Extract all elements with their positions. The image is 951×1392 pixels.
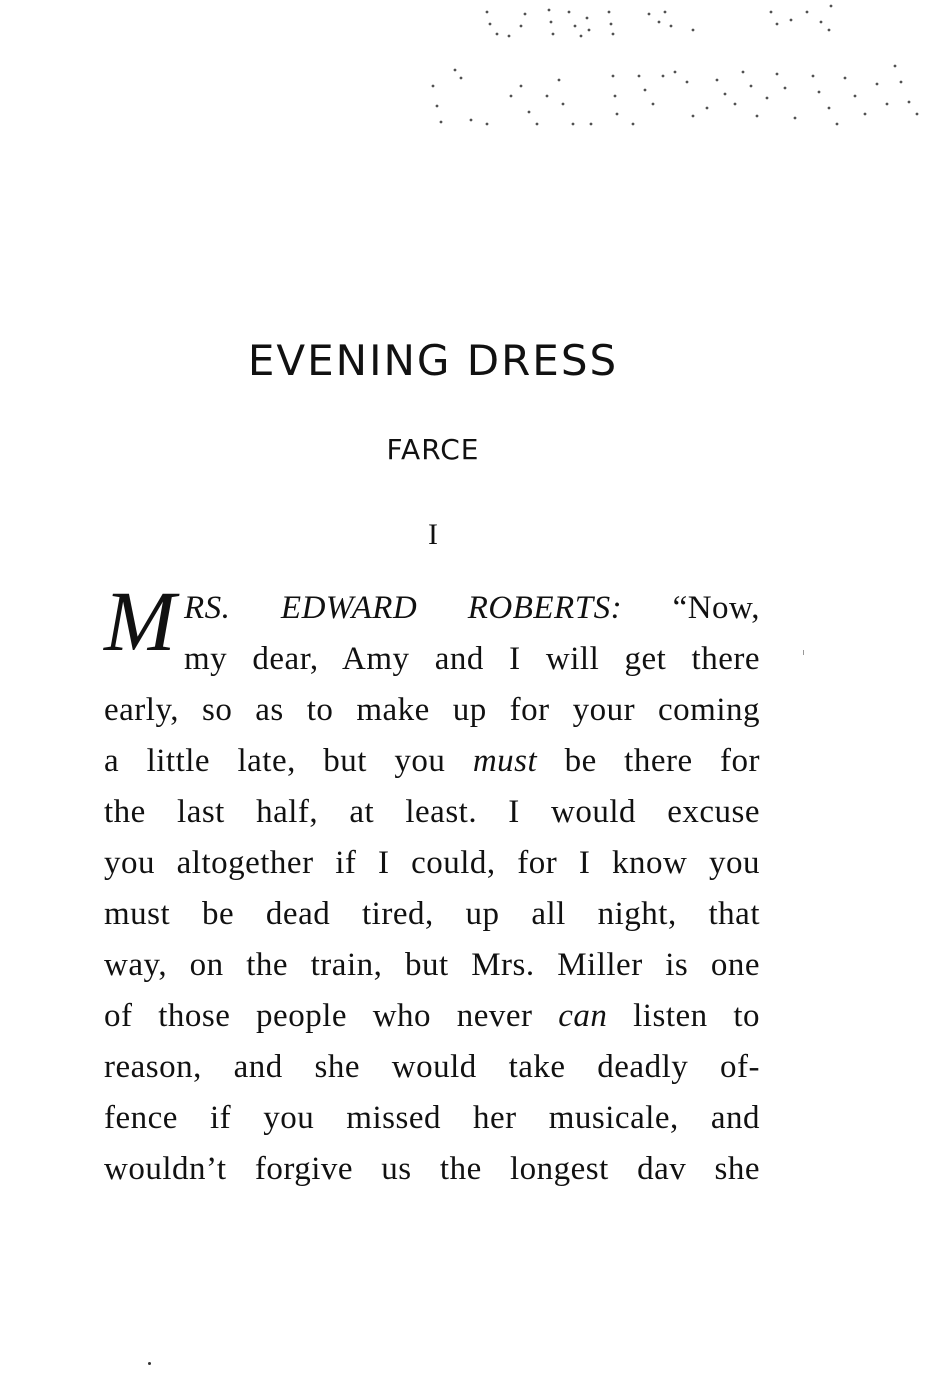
section-number: I [428,518,438,551]
chapter-subtitle: FARCE [386,433,480,466]
text-line: must be dead tired, up all night, that [104,896,760,932]
text-line: a little late, but you must be there for [104,743,761,779]
library-stamp-bleed [425,0,925,140]
page-speck [148,1362,151,1365]
drop-cap-letter: M [104,573,176,669]
margin-mark [803,650,804,655]
emphasis: must [472,743,538,779]
text-line: reason, and she would take deadly of- [104,1049,760,1085]
text-line: the last half, at least. I would excuse [104,794,760,830]
text-line: wouldn’t forgive us the longest dav she [104,1151,760,1187]
text-line: RS. EDWARD ROBERTS: “Now, [184,590,760,626]
text-line: you altogether if I could, for I know you [104,845,760,881]
text-line: early, so as to make up for your coming [104,692,760,728]
emphasis: can [558,998,608,1034]
text-line: fence if you missed her musicale, and [104,1100,760,1136]
speaker-name: RS. EDWARD ROBERTS: [184,590,623,626]
chapter-title: EVENING DRESS [247,336,619,385]
text-line: my dear, Amy and I will get there [184,641,760,677]
text-line: of those people who never can listen to [104,998,761,1034]
text-line: way, on the train, but Mrs. Miller is one [104,947,760,983]
